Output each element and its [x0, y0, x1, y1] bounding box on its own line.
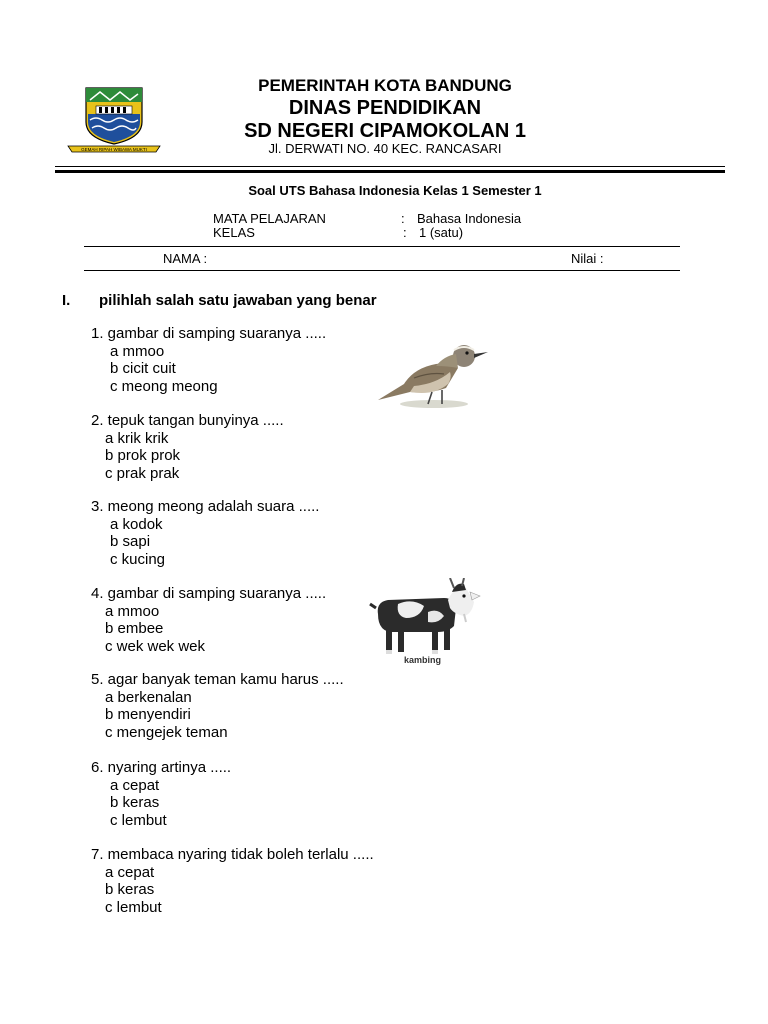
school-name: SD NEGERI CIPAMOKOLAN 1: [244, 120, 526, 142]
subject-label: MATA PELAJARAN: [213, 211, 326, 226]
section-number: I.: [62, 292, 71, 309]
question-text: 5. agar banyak teman kamu harus .....: [91, 671, 344, 688]
class-value: 1 (satu): [419, 225, 464, 240]
option-b: b cicit cuit: [110, 360, 176, 377]
option-b: b menyendiri: [105, 706, 191, 723]
name-label: NAMA :: [163, 251, 208, 266]
option-a: a mmoo: [110, 342, 165, 360]
option-b: b embee: [105, 620, 164, 637]
option-a: a cepat: [110, 776, 160, 794]
option-b: b prok prok: [105, 447, 181, 464]
option-a: a mmoo: [105, 602, 160, 620]
government-title: PEMERINTAH KOTA BANDUNG: [258, 76, 512, 95]
score-label: Nilai :: [571, 251, 604, 266]
option-c: c lembut: [105, 898, 162, 916]
question-3: [91, 498, 319, 568]
question-7: [91, 846, 374, 916]
option-b: b sapi: [110, 533, 151, 550]
class-label: KELAS: [213, 225, 255, 240]
option-b: b keras: [110, 794, 160, 811]
name-row-top-line: [84, 246, 680, 247]
question-text: 1. gambar di samping suaranya .....: [91, 325, 327, 342]
section-title: pilihlah salah satu jawaban yang benar: [99, 292, 377, 309]
question-6: [91, 759, 231, 829]
school-address: Jl. DERWATI NO. 40 KEC. RANCASARI: [268, 141, 502, 156]
question-text: 4. gambar di samping suaranya .....: [91, 585, 327, 602]
option-c: c wek wek wek: [105, 637, 206, 655]
name-row-bottom-line: [84, 270, 680, 271]
city-logo: [66, 86, 162, 154]
goat-caption: kambing: [404, 655, 442, 665]
header-divider-top: [55, 166, 725, 167]
option-a: a berkenalan: [105, 688, 192, 706]
exam-title: Soal UTS Bahasa Indonesia Kelas 1 Semester 1: [248, 183, 542, 198]
subject-separator: :: [401, 211, 405, 226]
question-5: [91, 671, 344, 741]
question-1: [91, 325, 326, 395]
option-b: b keras: [105, 881, 155, 898]
header-divider-bottom: [55, 170, 725, 173]
department-title: DINAS PENDIDIKAN: [288, 97, 482, 119]
question-text: 3. meong meong adalah suara .....: [91, 498, 320, 515]
option-c: c prak prak: [105, 464, 180, 482]
option-c: c kucing: [110, 550, 166, 568]
question-2: [91, 412, 284, 482]
logo-caption-text: GEMAH RIPAH WIBAWA MUKTI: [81, 147, 147, 152]
goat-image: [368, 578, 484, 666]
option-a: a kodok: [110, 515, 163, 533]
option-a: a krik krik: [105, 429, 169, 447]
subject-value: Bahasa Indonesia: [417, 211, 522, 226]
option-c: c meong meong: [110, 377, 218, 395]
bird-image: [374, 338, 490, 410]
question-text: 2. tepuk tangan bunyinya .....: [91, 412, 284, 429]
question-text: 6. nyaring artinya .....: [91, 759, 232, 776]
question-4: [91, 585, 326, 655]
class-separator: :: [403, 225, 407, 240]
question-text: 7. membaca nyaring tidak boleh terlalu .....: [91, 846, 374, 863]
option-c: c lembut: [110, 811, 167, 829]
option-a: a cepat: [105, 863, 155, 881]
option-c: c mengejek teman: [105, 723, 228, 741]
